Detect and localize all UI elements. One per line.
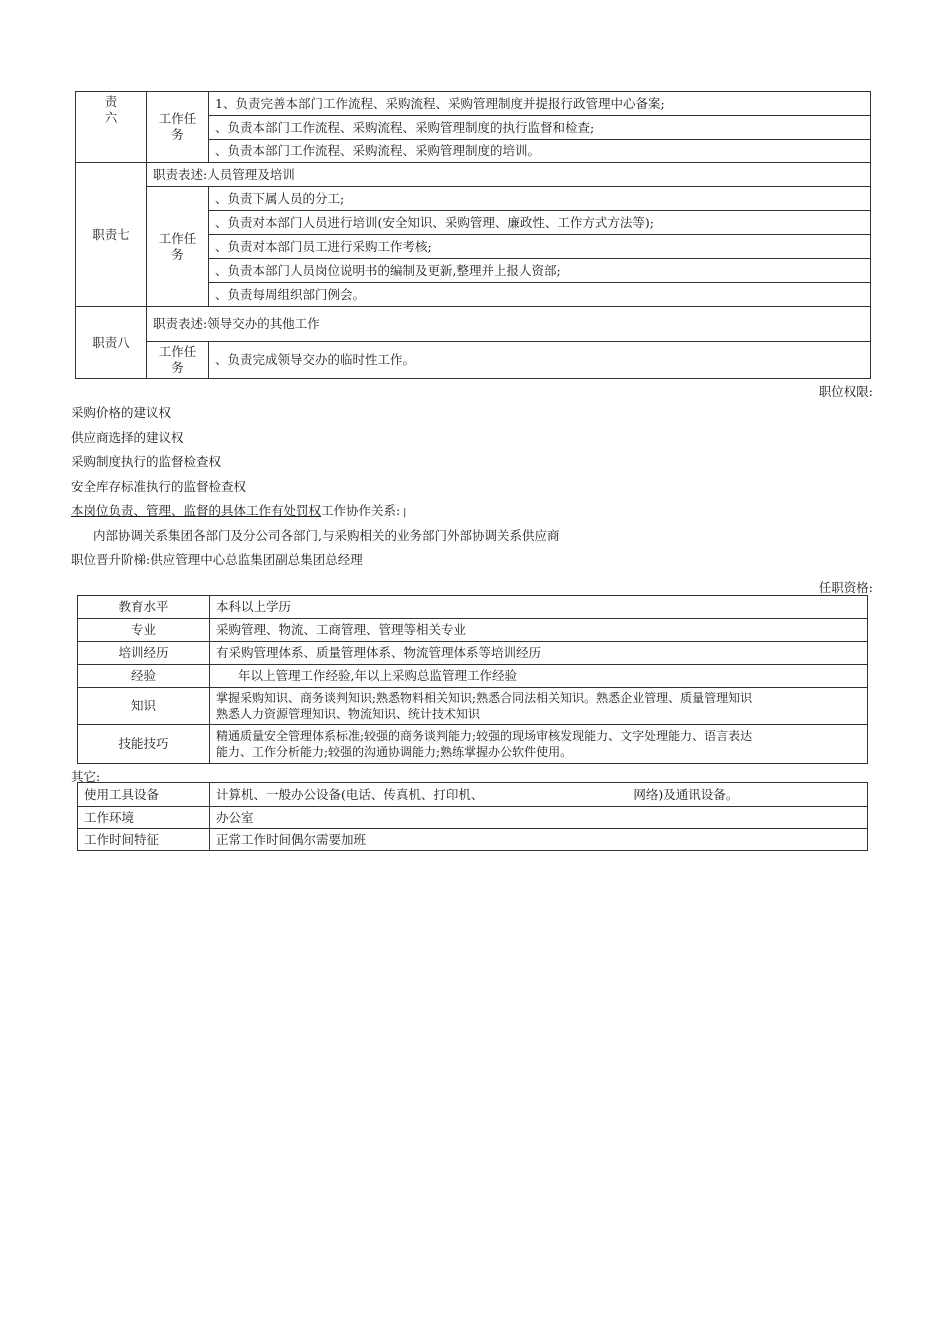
duty-eight-label: 职责八 [76,307,147,379]
duty-seven-task: 、负责每周组织部门例会。 [209,283,871,307]
duty-seven-label: 职责七 [76,163,147,307]
cooperation-text: 内部协调关系集团各部门及分公司各部门,与采购相关的业务部门外部协调关系供应商 [93,528,560,543]
duty-six-label-bottom: 六 [104,110,118,125]
duty-eight-task: 、负责完成领导交办的临时性工作。 [209,342,871,379]
qual-label: 教育水平 [78,596,210,619]
duty-seven-task: 、负责对本部门人员进行培训(安全知识、采购管理、廉政性、工作方式方法等); [209,211,871,235]
cooperation-heading: 工作协作关系: [321,503,401,518]
other-label: 工作环境 [78,807,210,829]
qualifications-heading: 任职资格: [818,580,873,595]
qual-label: 知识 [78,688,210,725]
other-label: 工作时间特征 [78,829,210,851]
other-value: 计算机、一般办公设备(电话、传真机、打印机、 网络)及通讯设备。 [210,783,868,807]
authority-item: 安全库存标准执行的监督检查权 [71,479,247,494]
other-value: 正常工作时间偶尔需要加班 [210,829,868,851]
qual-value: 有采购管理体系、质量管理体系、物流管理体系等培训经历 [210,642,868,665]
qualifications-table [77,595,868,764]
qual-value-multiline: 精通质量安全管理体系标准;较强的商务谈判能力;较强的现场审核发现能力、文字处理能力、语言表达 能力、工作分析能力;较强的沟通协调能力;熟练掌握办公软件使用。 [210,725,868,764]
authority-item: 采购价格的建议权 [71,405,172,420]
other-table [77,782,868,851]
duty-eight-task-label: 工作任务 [147,342,209,379]
duty-seven-task: 、负责下属人员的分工; [209,187,871,211]
duty-eight-statement: 职责表述:领导交办的其他工作 [147,307,871,342]
qual-label: 经验 [78,665,210,688]
other-label: 使用工具设备 [78,783,210,807]
authority-item: 采购制度执行的监督检查权 [71,454,222,469]
duty-six-task: 、负责本部门工作流程、采购流程、采购管理制度的执行监督和检查; [209,116,871,140]
duty-six-task: 、负责本部门工作流程、采购流程、采购管理制度的培训。 [209,140,871,163]
stray-mark: | [403,508,407,518]
duty-six-label [76,92,147,163]
duty-seven-task-label: 工作任务 [147,187,209,307]
qual-label: 技能技巧 [78,725,210,764]
qual-value: 年以上管理工作经验,年以上采购总监管理工作经验 [210,665,868,688]
qual-label: 专业 [78,619,210,642]
authority-item-last [71,501,406,519]
qual-value: 采购管理、物流、工商管理、管理等相关专业 [210,619,868,642]
authority-heading: 职位权限: [818,384,873,399]
duty-six-task-label: 工作任务 [147,92,209,163]
duty-six-task: 1、负责完善本部门工作流程、采购流程、采购管理制度并提报行政管理中心备案; [209,92,871,116]
qual-label: 培训经历 [78,642,210,665]
duty-seven-task: 、负责对本部门员工进行采购工作考核; [209,235,871,259]
other-value: 办公室 [210,807,868,829]
duty-seven-statement: 职责表述:人员管理及培训 [147,163,871,187]
duty-seven-task: 、负责本部门人员岗位说明书的编制及更新,整理并上报人资部; [209,259,871,283]
duties-table [75,91,871,379]
promotion-text: 职位晋升阶梯:供应管理中心总监集团副总集团总经理 [71,552,363,567]
authority-penalty-text: 本岗位负责、管理、监督的具体工作有处罚权 [71,503,322,518]
qual-value-multiline: 掌握采购知识、商务谈判知识;熟悉物料相关知识;熟悉合同法相关知识。熟悉企业管理、质量管理知识 熟悉人力资源管理知识、物流知识、统计技术知识 [210,688,868,725]
other-heading: 其它: [71,769,101,784]
qual-value: 本科以上学历 [210,596,868,619]
duty-six-label-top: 责 [104,94,118,109]
authority-item: 供应商选择的建议权 [71,430,184,445]
